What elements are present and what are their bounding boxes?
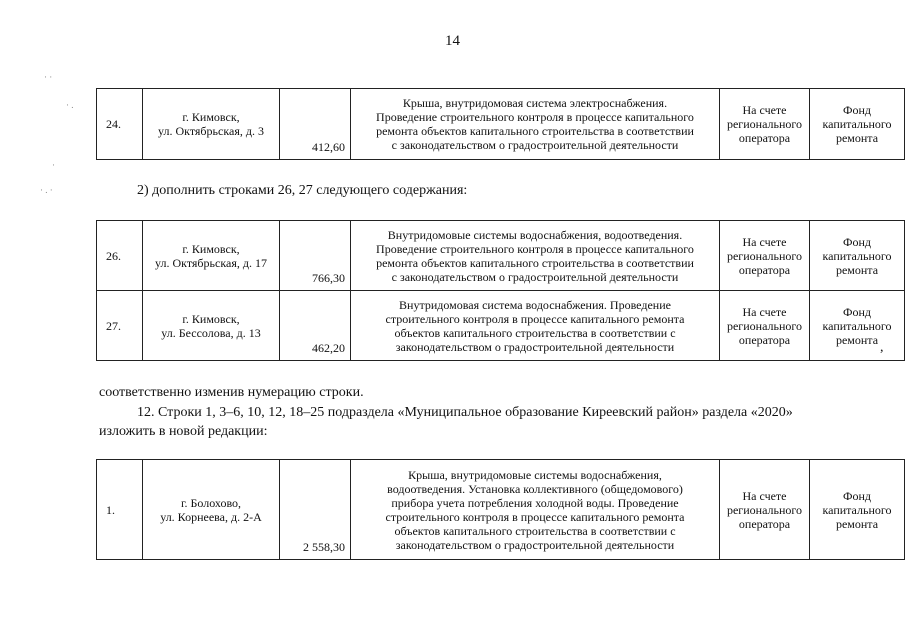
account-line: На счете (742, 488, 787, 503)
table-added-rows (96, 220, 905, 361)
account-line: На счете (742, 304, 787, 319)
cost-value: 462,20 (280, 291, 351, 361)
work-description (351, 460, 720, 560)
fund-line: капитального (822, 318, 892, 333)
address-cell (143, 221, 280, 291)
work-line: законодательством о градостроительной деятельности (395, 339, 675, 354)
funding-source (810, 291, 905, 361)
row-number: 27. (97, 291, 143, 361)
account-type (720, 89, 810, 160)
account-line: регионального (726, 318, 803, 333)
work-line: строительного контроля в процессе капитального ремонта (385, 509, 685, 524)
table-top (96, 88, 905, 160)
account-line: оператора (738, 131, 791, 145)
table-row (97, 460, 905, 560)
address-cell (143, 291, 280, 361)
paragraph-12-line2: изложить в новой редакции: (99, 424, 268, 439)
account-type (720, 221, 810, 291)
work-line: Крыша, внутридомовые системы водоснабжения, (408, 467, 662, 482)
fund-line: ремонта (835, 332, 879, 347)
address-city: г. Кимовск, (182, 110, 240, 124)
scan-speck: · . · (40, 185, 53, 195)
work-line: Внутридомовые системы водоснабжения, водоотведения. (387, 227, 683, 242)
cost-value: 2 558,30 (280, 460, 351, 560)
cost-value: 766,30 (280, 221, 351, 291)
paragraph-add-rows: 2) дополнить строками 26, 27 следующего содержания: (137, 183, 468, 198)
work-line: с законодательством о градостроительной деятельности (391, 269, 679, 284)
address-city: г. Кимовск, (182, 241, 240, 256)
scan-speck: · (52, 160, 55, 170)
table-row (97, 89, 905, 160)
page-number: 14 (445, 33, 460, 49)
work-line: Крыша, внутридомовая система электроснабжения. (402, 96, 668, 110)
cost-value: 412,60 (280, 89, 351, 160)
work-line: ремонта объектов капитального строительства в соответствии (376, 124, 694, 138)
address-street: ул. Октябрьская, д. 17 (155, 255, 267, 270)
account-line: регионального (726, 248, 803, 263)
fund-line: ремонта (835, 516, 879, 531)
address-city: г. Кимовск, (182, 311, 240, 326)
work-line: с законодательством о градостроительной деятельности (391, 138, 679, 152)
account-line: оператора (738, 262, 791, 277)
scan-speck: · · (44, 72, 53, 82)
funding-source (810, 460, 905, 560)
fund-line: ремонта (835, 262, 879, 277)
work-description (351, 291, 720, 361)
fund-line: капитального (822, 502, 892, 517)
work-line: законодательством о градостроительной деятельности (395, 537, 675, 552)
account-line: На счете (742, 103, 787, 117)
work-line: Проведение строительного контроля в процессе капитального (376, 241, 694, 256)
row-number: 24. (97, 89, 143, 160)
table-row (97, 291, 905, 361)
paragraph-renumber: соответственно изменив нумерацию строки. (99, 385, 364, 400)
funding-source (810, 89, 905, 160)
scan-speck: · . (66, 100, 74, 110)
fund-line: Фонд (842, 234, 871, 249)
fund-line: Фонд (842, 488, 871, 503)
row-number: 26. (97, 221, 143, 291)
address-street: ул. Октябрьская, д. 3 (158, 124, 264, 138)
fund-line: Фонд (842, 103, 871, 117)
fund-line: капитального (822, 248, 892, 263)
fund-line: ремонта (835, 131, 879, 145)
account-type (720, 291, 810, 361)
work-line: ремонта объектов капитального строительства в соответствии (376, 255, 694, 270)
work-line: водоотведения. Установка коллективного (общедомового) (387, 481, 683, 496)
row-number: 1. (97, 460, 143, 560)
work-description (351, 221, 720, 291)
work-line: Проведение строительного контроля в процессе капитального (376, 110, 694, 124)
work-line: строительного контроля в процессе капитального ремонта (385, 311, 685, 326)
address-street: ул. Корнеева, д. 2-А (160, 509, 262, 524)
fund-line: капитального (822, 117, 892, 131)
address-cell (143, 460, 280, 560)
account-line: регионального (726, 117, 803, 131)
address-cell (143, 89, 280, 160)
account-line: оператора (738, 332, 791, 347)
address-street: ул. Бессолова, д. 13 (161, 325, 261, 340)
work-line: прибора учета потребления холодной воды. Проведение (391, 495, 679, 510)
fund-line: Фонд (842, 304, 871, 319)
work-description (351, 89, 720, 160)
account-line: оператора (738, 516, 791, 531)
work-line: Внутридомовая система водоснабжения. Проведение (399, 297, 671, 312)
account-type (720, 460, 810, 560)
paragraph-12-line1: 12. Строки 1, 3–6, 10, 12, 18–25 подраздела «Муниципальное образование Киреевский район» раздела «2020» (137, 405, 793, 420)
work-line: объектов капитального строительства в соответствии с (394, 523, 676, 538)
work-line: объектов капитального строительства в соответствии с (394, 325, 676, 340)
table-row (97, 221, 905, 291)
table-comma: , (880, 340, 884, 355)
account-line: На счете (742, 234, 787, 249)
address-city: г. Болохово, (180, 495, 242, 510)
funding-source (810, 221, 905, 291)
account-line: регионального (726, 502, 803, 517)
table-bottom (96, 459, 905, 560)
